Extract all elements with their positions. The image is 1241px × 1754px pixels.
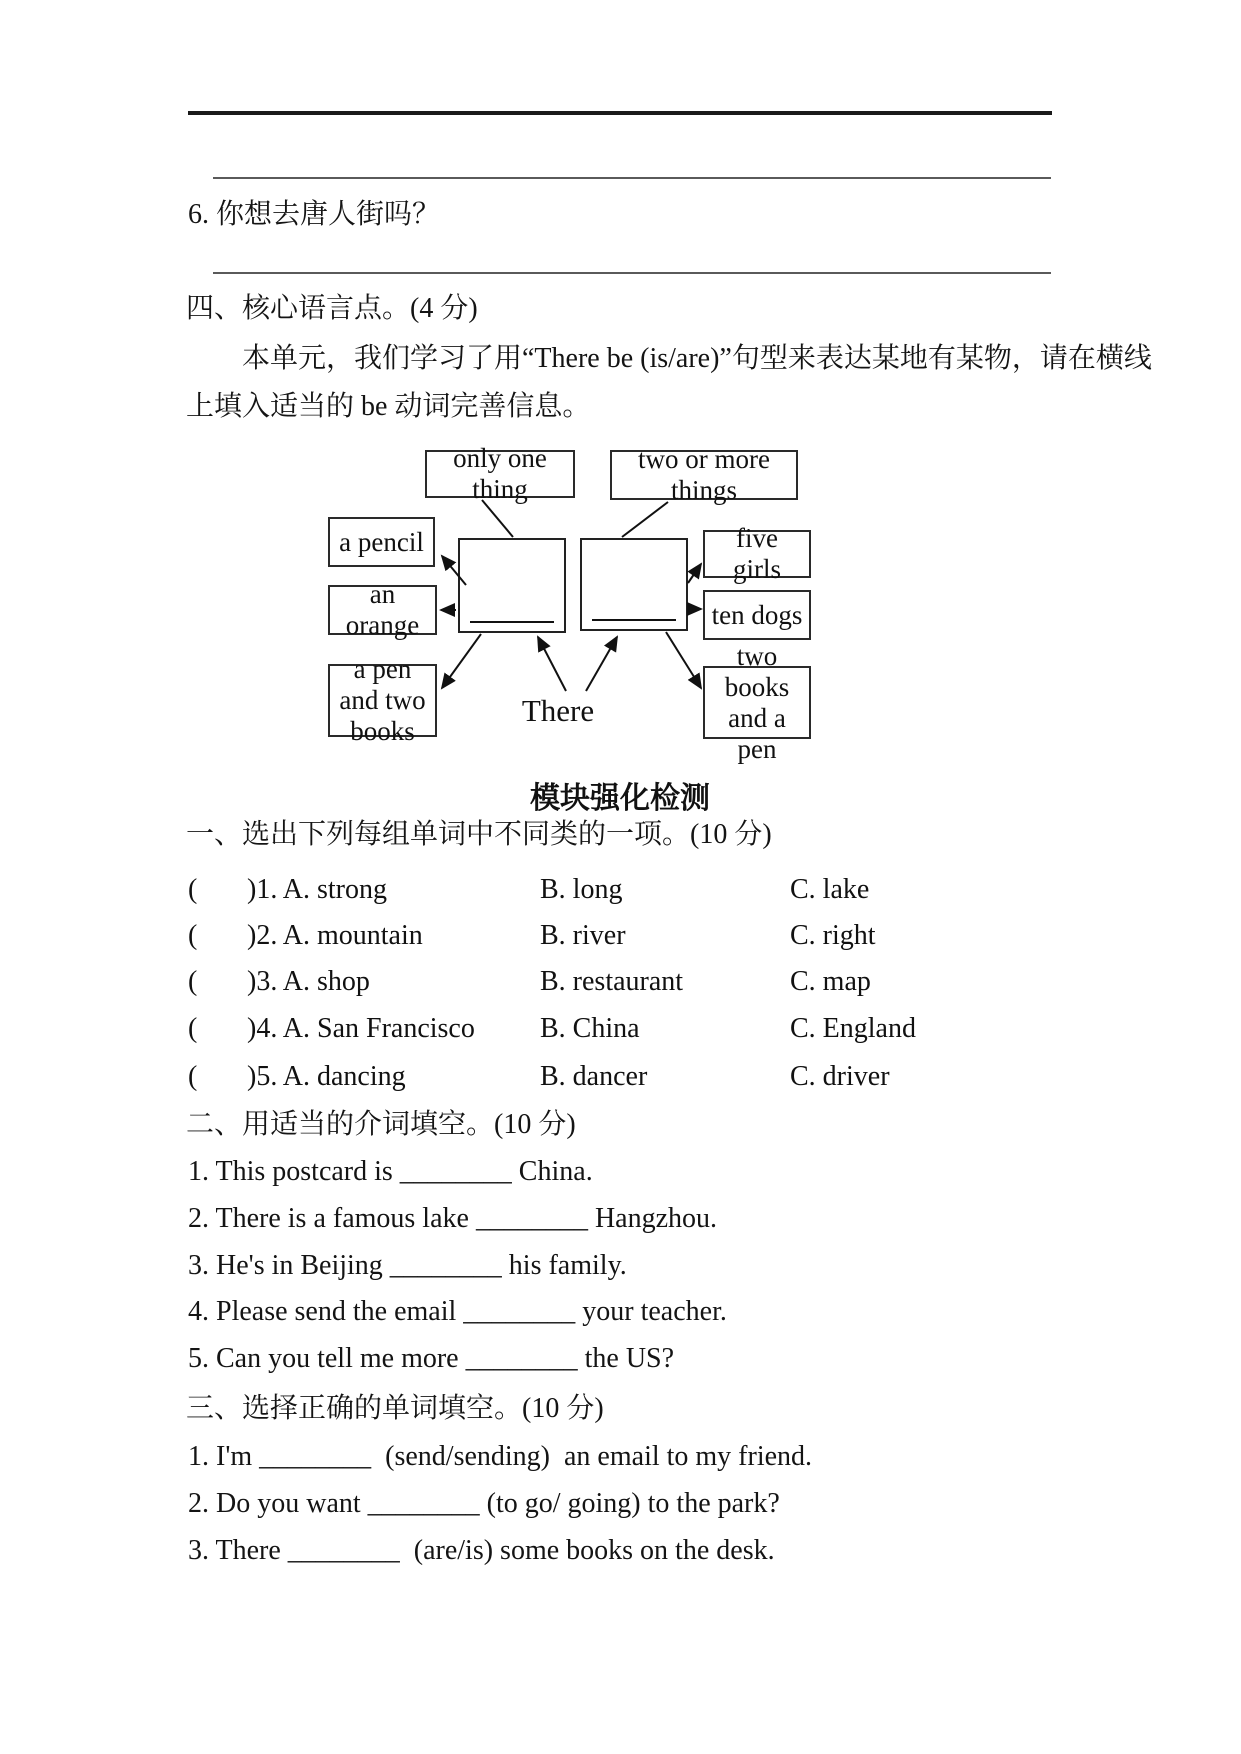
option-c: C. England <box>790 1013 916 1044</box>
option-c: C. driver <box>790 1061 890 1092</box>
fill-item-1: 1. This postcard is ________ China. <box>188 1156 593 1187</box>
answer-line-above-q6[interactable] <box>213 177 1051 179</box>
fill-item-4: 4. Please send the email ________ your teacher. <box>188 1296 727 1327</box>
section4-title: 四、核心语言点。(4 分) <box>186 293 478 324</box>
fill-item-3: 3. He's in Beijing ________ his family. <box>188 1250 627 1281</box>
question-6: 6. 你想去唐人街吗？ <box>188 199 441 230</box>
option-a: )5. A. dancing <box>247 1061 406 1092</box>
option-a: )1. A. strong <box>247 874 387 905</box>
option-a: )4. A. San Francisco <box>247 1013 475 1044</box>
fill-item-2: 2. There is a famous lake ________ Hangzhou. <box>188 1203 718 1234</box>
section2-title: 二、用适当的介词填空。(10 分) <box>186 1109 576 1140</box>
option-b: B. river <box>540 920 626 951</box>
option-b: B. restaurant <box>540 966 684 997</box>
section3-title: 三、选择正确的单词填空。(10 分) <box>186 1393 604 1424</box>
answer-paren: ( <box>188 874 198 905</box>
arrow-there-to-left-box <box>538 637 566 691</box>
arrow-to-a-pen-and-two-books <box>442 634 481 688</box>
line-twoormore-to-rightbox <box>622 502 668 537</box>
diagram-blank-is-box[interactable] <box>458 538 566 633</box>
diagram-box-two-or-more-things: two or more things <box>610 450 798 500</box>
choice-row-4 <box>0 1012 1241 1046</box>
choose-word-item-3: 3. There ________ (are/is) some books on the desk. <box>188 1535 775 1566</box>
option-c: C. lake <box>790 874 870 905</box>
option-c: C. right <box>790 920 876 951</box>
diagram-box-ten-dogs: ten dogs <box>703 590 811 640</box>
option-b: B. dancer <box>540 1061 648 1092</box>
option-c: C. map <box>790 966 871 997</box>
diagram-box-five-girls: five girls <box>703 530 811 578</box>
option-a: )3. A. shop <box>247 966 370 997</box>
section4-paragraph-line2: 上填入适当的 be 动词完善信息。 <box>186 391 591 422</box>
answer-paren: ( <box>188 1061 198 1092</box>
option-a: )2. A. mountain <box>247 920 423 951</box>
option-b: B. long <box>540 874 623 905</box>
choice-row-2 <box>0 919 1241 953</box>
diagram-blank-are-box[interactable] <box>580 538 688 631</box>
top-divider-line <box>188 111 1052 115</box>
section1-title: 一、选出下列每组单词中不同类的一项。(10 分) <box>186 819 772 850</box>
answer-paren: ( <box>188 966 198 997</box>
diagram-there-label: There <box>521 693 595 728</box>
choice-row-5 <box>0 1060 1241 1094</box>
diagram-box-only-one-thing: only one thing <box>425 450 575 498</box>
choice-row-1 <box>0 873 1241 907</box>
answer-paren: ( <box>188 1013 198 1044</box>
fill-item-5: 5. Can you tell me more ________ the US? <box>188 1343 675 1374</box>
answer-paren: ( <box>188 920 198 951</box>
diagram-box-an-orange: an orange <box>328 585 437 635</box>
choose-word-item-2: 2. Do you want ________ (to go/ going) to the park? <box>188 1488 780 1519</box>
module-test-title: 模块强化检测 <box>530 782 710 815</box>
arrow-to-five-girls <box>688 564 701 583</box>
choose-word-item-1: 1. I'm ________ (send/sending) an email to my friend. <box>188 1441 813 1472</box>
option-b: B. China <box>540 1013 640 1044</box>
section4-paragraph-line1: 本单元，我们学习了用“There be (is/are)”句型来表达某地有某物，请在横线 <box>242 343 1152 374</box>
answer-line-below-q6[interactable] <box>213 272 1051 274</box>
diagram-box-a-pencil: a pencil <box>328 517 435 567</box>
arrow-to-two-books-and-a-pen <box>666 632 701 688</box>
arrow-there-to-right-box <box>586 637 617 691</box>
write-in-rule-left <box>470 621 553 623</box>
choice-row-3 <box>0 965 1241 999</box>
line-onlyone-to-leftbox <box>482 500 513 537</box>
diagram-box-two-books-and-a-pen: two books and a pen <box>703 666 811 739</box>
diagram-box-a-pen-and-two-books: a pen and two books <box>328 664 437 737</box>
write-in-rule-right <box>592 619 675 621</box>
